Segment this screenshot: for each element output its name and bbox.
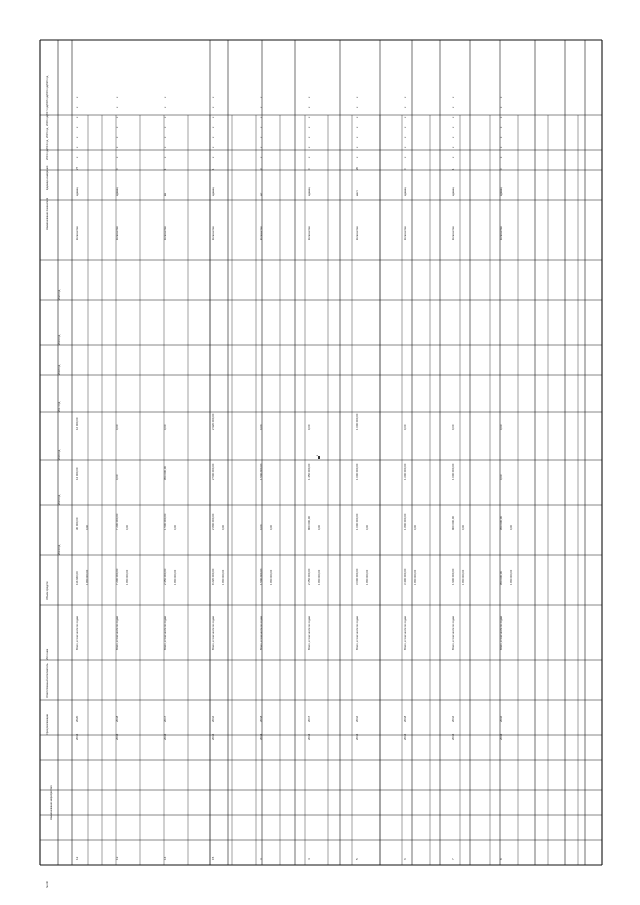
row-source: Всего, в том числе по годам <box>76 616 79 650</box>
row-target-mark: x <box>308 126 311 128</box>
row-subvalue: 0,00 <box>318 524 321 530</box>
row-unit: единиц <box>116 187 119 196</box>
row-subtotal: 1 950 000,00 <box>318 569 321 585</box>
row-value-2016: 0,00 <box>307 424 311 430</box>
row-source: Всего, в том числе по годам <box>500 616 503 650</box>
row-base-value: 0 <box>307 168 311 170</box>
row-total: 8 220 000,00 <box>211 568 215 585</box>
row-total: 116 960,00 <box>75 571 79 585</box>
row-target-mark: x <box>76 146 79 148</box>
row-target-mark: x <box>260 156 263 158</box>
row-number: 7 <box>451 858 455 860</box>
row-target-mark: x <box>308 136 311 138</box>
row-unit: мест <box>356 190 359 196</box>
column-header: 2014 год <box>58 544 61 555</box>
row-unit: единиц <box>404 187 407 196</box>
row-indicator: Количество <box>404 226 407 240</box>
row-target-mark: x <box>356 156 359 158</box>
row-total: 2 250 000,00 <box>307 568 311 585</box>
column-header: 2015 год <box>46 127 49 138</box>
row-target-mark: x <box>500 96 503 98</box>
row-end-year: 2016 <box>211 715 215 722</box>
row-total: 1 500 000,00 <box>259 568 263 585</box>
row-subtotal: 1 950 000,00 <box>366 569 369 585</box>
row-indicator: Количество <box>356 226 359 240</box>
row-unit: шт <box>260 192 263 196</box>
column-header: 2014 год <box>46 139 49 150</box>
row-end-year: 2018 <box>115 715 119 722</box>
row-target-mark: x <box>76 106 79 108</box>
row-base-value: 27 <box>75 166 79 170</box>
row-subvalue: 0,00 <box>270 524 273 530</box>
row-target-mark: x <box>212 156 215 158</box>
row-subtotal: 1 950 000,00 <box>174 569 177 585</box>
column-header: Срок реализации <box>46 714 49 735</box>
row-indicator: Количество <box>76 226 79 240</box>
row-subvalue: 0,00 <box>222 524 225 530</box>
row-target-mark: x <box>260 116 263 118</box>
row-target-mark: x <box>452 116 455 118</box>
row-target-mark: x <box>308 96 311 98</box>
row-base-value: 0 <box>499 168 503 170</box>
row-target-mark: x <box>164 106 167 108</box>
row-value-2014: 800 000,00 <box>307 516 311 530</box>
row-end-year: 2020 <box>75 715 79 722</box>
row-subvalue: 0,00 <box>510 524 513 530</box>
row-target-mark: x <box>356 136 359 138</box>
row-number: 13 <box>115 856 119 860</box>
row-target-mark: x <box>356 96 359 98</box>
column-header: Наименование мероприятия <box>50 785 53 820</box>
row-total: 950 000,00 <box>499 571 503 585</box>
row-value-2015: 0,00 <box>499 474 503 480</box>
column-header: 2020 год <box>58 289 61 300</box>
row-subtotal: 1 950 000,00 <box>86 569 89 585</box>
row-target-mark: x <box>404 136 407 138</box>
row-indicator: Количество <box>260 226 263 240</box>
row-value-2016: 0,00 <box>403 424 407 430</box>
row-value-2014: 900 000,00 <box>451 516 455 530</box>
row-subvalue: 0,00 <box>86 524 89 530</box>
column-header: 2020 год <box>46 75 49 86</box>
row-value-2016: 0,00 <box>259 424 263 430</box>
column-header: 2017 год <box>46 105 49 116</box>
row-target-mark: x <box>452 136 455 138</box>
row-base-value: 1 <box>451 168 455 170</box>
row-subtotal: 1 950 000,00 <box>510 569 513 585</box>
row-value-2015: 950 000,00 <box>163 466 167 480</box>
row-unit: единиц <box>308 187 311 196</box>
row-target-mark: x <box>356 146 359 148</box>
row-end-year: 2016 <box>499 715 503 722</box>
row-value-2015: 1 450 000,00 <box>307 463 311 480</box>
column-header: № п/п <box>46 880 49 888</box>
row-target-mark: x <box>212 96 215 98</box>
row-target-mark: x <box>76 116 79 118</box>
row-total: 7 200 000,00 <box>115 568 119 585</box>
row-value-2014: 7 200 000,00 <box>115 513 119 530</box>
column-header: 2015 год <box>58 494 61 505</box>
row-target-mark: x <box>164 146 167 148</box>
row-target-mark: x <box>260 136 263 138</box>
column-header: Источник <box>46 648 49 660</box>
row-value-2016: 0,00 <box>499 424 503 430</box>
row-target-mark: x <box>500 146 503 148</box>
row-target-mark: x <box>500 116 503 118</box>
row-target-mark: x <box>164 136 167 138</box>
row-target-mark: x <box>76 156 79 158</box>
row-indicator: Количество <box>452 226 455 240</box>
row-number: 12 <box>75 856 79 860</box>
row-end-year: 2017 <box>307 715 311 722</box>
row-target-mark: x <box>76 136 79 138</box>
row-subtotal: 1 950 000,00 <box>222 569 225 585</box>
row-target-mark: x <box>404 126 407 128</box>
row-target-mark: x <box>452 106 455 108</box>
row-base-value: 20 <box>355 166 359 170</box>
column-header: Единица измерения <box>46 165 49 190</box>
row-subtotal: 1 950 000,00 <box>462 569 465 585</box>
row-value-2016: 0,00 <box>451 424 455 430</box>
row-total: 2 450 000,00 <box>163 568 167 585</box>
column-header: 2013 год <box>46 149 49 160</box>
row-target-mark: x <box>356 126 359 128</box>
row-end-year: 2018 <box>259 715 263 722</box>
row-start-year: 2014 <box>403 733 407 740</box>
row-target-mark: x <box>116 136 119 138</box>
row-value-2014: 1 000 000,00 <box>355 513 359 530</box>
row-start-year: 2014 <box>163 733 167 740</box>
row-target-mark: x <box>116 156 119 158</box>
row-unit: единиц <box>76 187 79 196</box>
row-target-mark: x <box>404 146 407 148</box>
row-value-2016: 0,00 <box>115 424 119 430</box>
row-target-mark: x <box>76 96 79 98</box>
row-target-mark: x <box>260 126 263 128</box>
row-source: Всего, в том числе по годам <box>212 616 215 650</box>
row-start-year: 2014 <box>115 733 119 740</box>
row-start-year: 2014 <box>355 733 359 740</box>
column-header: 2019 год <box>46 85 49 96</box>
row-unit: единиц <box>212 187 215 196</box>
row-value-2014: 30 000,00 <box>75 517 79 530</box>
row-value-2015: 2 500 000,00 <box>211 463 215 480</box>
row-end-year: 2016 <box>355 715 359 722</box>
row-base-value: 3 <box>259 168 263 170</box>
stray-mark <box>318 456 320 459</box>
row-target-mark: x <box>308 106 311 108</box>
row-target-mark: x <box>452 146 455 148</box>
row-target-mark: x <box>116 106 119 108</box>
row-target-mark: x <box>500 126 503 128</box>
row-target-mark: x <box>452 156 455 158</box>
row-target-mark: x <box>260 106 263 108</box>
row-value-2015: 1 000 000,00 <box>451 463 455 480</box>
row-source: Всего, в том числе по годам <box>260 616 263 650</box>
row-target-mark: x <box>164 96 167 98</box>
row-base-value: 0 <box>403 168 407 170</box>
row-source: Всего, в том числе по годам <box>116 616 119 650</box>
row-subvalue: 0,00 <box>414 524 417 530</box>
row-target-mark: x <box>260 96 263 98</box>
column-header: 2018 год <box>58 364 61 375</box>
row-start-year: 2014 <box>259 733 263 740</box>
row-target-mark: x <box>76 126 79 128</box>
row-value-2015: 14 000,00 <box>75 467 79 480</box>
row-value-2016: 1 000 000,00 <box>355 413 359 430</box>
row-number: 3 <box>259 858 263 860</box>
row-end-year: 2017 <box>163 715 167 722</box>
row-target-mark: x <box>404 156 407 158</box>
row-target-mark: x <box>308 156 311 158</box>
row-number: 15 <box>211 856 215 860</box>
row-target-mark: x <box>308 146 311 148</box>
row-target-mark: x <box>164 156 167 158</box>
row-total: 3 000 000,00 <box>355 568 359 585</box>
row-source: Всего, в том числе по годам <box>308 616 311 650</box>
row-start-year: 2014 <box>307 733 311 740</box>
column-header: Ответственный исполнитель <box>46 663 49 698</box>
row-subtotal: 1 950 000,00 <box>414 569 417 585</box>
row-target-mark: x <box>500 156 503 158</box>
row-subvalue: 0,00 <box>366 524 369 530</box>
row-target-mark: x <box>404 106 407 108</box>
column-header: Объем средств <box>46 581 49 600</box>
row-value-2014: 1 800 000,00 <box>403 513 407 530</box>
row-value-2015: 1 000 000,00 <box>355 463 359 480</box>
row-subtotal: 1 950 000,00 <box>270 569 273 585</box>
row-value-2016: 0,00 <box>163 424 167 430</box>
row-number: 14 <box>163 856 167 860</box>
row-subvalue: 0,00 <box>462 524 465 530</box>
row-target-mark: x <box>212 136 215 138</box>
row-base-value: 1 <box>163 168 167 170</box>
row-unit: единиц <box>500 187 503 196</box>
row-target-mark: x <box>356 106 359 108</box>
row-target-mark: x <box>212 146 215 148</box>
row-target-mark: x <box>308 116 311 118</box>
column-header: 2019 год <box>58 334 61 345</box>
row-target-mark: x <box>404 116 407 118</box>
row-source: Всего, в том числе по годам <box>356 616 359 650</box>
row-target-mark: x <box>212 106 215 108</box>
row-target-mark: x <box>500 106 503 108</box>
row-base-value: 0 <box>115 168 119 170</box>
row-target-mark: x <box>116 146 119 148</box>
row-total: 3 400 000,00 <box>403 568 407 585</box>
row-value-2015: 0,00 <box>115 474 119 480</box>
stray-mark-text: . <box>316 449 319 458</box>
row-source: Всего, в том числе по годам <box>164 616 167 650</box>
row-target-mark: x <box>116 116 119 118</box>
row-target-mark: x <box>212 116 215 118</box>
row-target-mark: x <box>116 96 119 98</box>
column-header: 2016 год <box>46 115 49 126</box>
row-total: 1 900 000,00 <box>451 568 455 585</box>
row-end-year: 2018 <box>403 715 407 722</box>
column-header: Наименование показателя <box>46 197 49 230</box>
row-value-2014: 2 800 000,00 <box>211 513 215 530</box>
row-target-mark: x <box>164 116 167 118</box>
row-start-year: 2014 <box>75 733 79 740</box>
row-value-2015: 1 600 000,00 <box>403 463 407 480</box>
row-source: Всего, в том числе по годам <box>452 616 455 650</box>
row-indicator: Количество <box>116 226 119 240</box>
row-indicator: Количество <box>308 226 311 240</box>
row-start-year: 2014 <box>211 733 215 740</box>
row-value-2014: 0,00 <box>259 524 263 530</box>
row-source: Всего, в том числе по годам <box>404 616 407 650</box>
row-target-mark: x <box>260 146 263 148</box>
row-indicator: Количество <box>164 226 167 240</box>
row-number: 8 <box>499 858 503 860</box>
row-value-2014: 950 000,00 <box>499 516 503 530</box>
row-target-mark: x <box>404 96 407 98</box>
row-subtotal: 1 950 000,00 <box>126 569 129 585</box>
row-start-year: 2014 <box>451 733 455 740</box>
row-indicator: Количество <box>212 226 215 240</box>
row-target-mark: x <box>356 116 359 118</box>
row-number: 6 <box>403 858 407 860</box>
table-text-layer <box>45 75 513 888</box>
row-target-mark: x <box>164 126 167 128</box>
row-subvalue: 0,00 <box>174 524 177 530</box>
row-target-mark: x <box>116 126 119 128</box>
row-number: 4 <box>307 858 311 860</box>
row-base-value: 1 <box>211 168 215 170</box>
row-value-2014: 1 500 000,00 <box>163 513 167 530</box>
row-value-2016: 12 000,00 <box>75 417 79 430</box>
row-target-mark: x <box>212 126 215 128</box>
column-header: 2017 год <box>58 401 61 412</box>
row-number: 5 <box>355 858 359 860</box>
row-end-year: 2016 <box>451 715 455 722</box>
column-header: 2016 год <box>58 449 61 460</box>
row-target-mark: x <box>452 96 455 98</box>
row-subvalue: 0,00 <box>126 524 129 530</box>
row-start-year: 2014 <box>499 733 503 740</box>
row-value-2015: 1 500 000,00 <box>259 463 263 480</box>
column-header: 2018 год <box>46 95 49 106</box>
row-indicator: Количество <box>500 226 503 240</box>
row-value-2016: 2 920 000,00 <box>211 413 215 430</box>
row-target-mark: x <box>452 126 455 128</box>
row-target-mark: x <box>500 136 503 138</box>
row-unit: км <box>164 193 167 196</box>
row-unit: единиц <box>452 187 455 196</box>
table-grid <box>40 40 602 865</box>
